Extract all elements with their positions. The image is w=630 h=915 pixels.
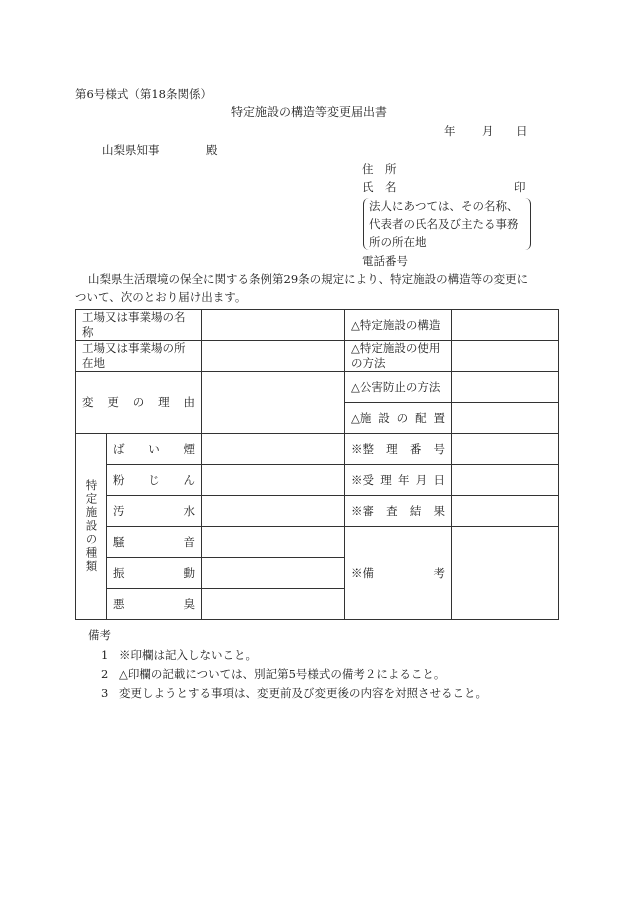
remark-text: 変更しようとする事項は、変更前及び変更後の内容を対照させること。	[119, 686, 487, 700]
facility-kind-header: 特定施設の種類	[76, 434, 107, 620]
kind-vibration: 振 動	[107, 558, 202, 589]
layout-field[interactable]	[452, 403, 559, 434]
kind-dust: 粉 じ ん	[107, 465, 202, 496]
layout-label: △施 設 の 配 置	[345, 403, 452, 434]
remarks-heading: 備考	[88, 628, 111, 642]
date-day: 日	[516, 124, 528, 138]
kind-sewage: 汚 水	[107, 496, 202, 527]
kind-smoke-field[interactable]	[202, 434, 345, 465]
remark-number: 1	[101, 648, 109, 662]
notification-table	[75, 309, 559, 620]
kind-dust-field[interactable]	[202, 465, 345, 496]
kind-noise: 騒 音	[107, 527, 202, 558]
date-month: 月	[482, 124, 494, 138]
kind-odor-field[interactable]	[202, 589, 345, 620]
form-number: 第6号様式（第18条関係）	[75, 87, 212, 101]
reason-label: 変 更 の 理 由	[76, 372, 202, 434]
received-label: ※受 理 年 月 日	[345, 465, 452, 496]
remark-number: 2	[101, 667, 109, 681]
remark-text: ※印欄は記入しないこと。	[119, 648, 257, 662]
kind-sewage-field[interactable]	[202, 496, 345, 527]
usage-field[interactable]	[452, 341, 559, 372]
address-label: 住 所	[362, 162, 397, 176]
addressee-name: 山梨県知事	[102, 143, 160, 157]
intro-text: 山梨県生活環境の保全に関する条例第29条の規定により、特定施設の構造等の変更に	[88, 272, 529, 286]
factory-name-field[interactable]	[202, 310, 345, 341]
structure-field[interactable]	[452, 310, 559, 341]
number-label: ※整 理 番 号	[345, 434, 452, 465]
corporate-note-line: 代表者の氏名及び主たる事務	[369, 217, 519, 231]
received-field[interactable]	[452, 465, 559, 496]
notes-label: ※備 考	[345, 527, 452, 620]
intro-text: ついて、次のとおり届け出ます。	[75, 290, 247, 304]
reason-field[interactable]	[202, 372, 345, 434]
page-title: 特定施設の構造等変更届出書	[231, 105, 388, 119]
kind-noise-field[interactable]	[202, 527, 345, 558]
kind-smoke: ば い 煙	[107, 434, 202, 465]
kind-odor: 悪 臭	[107, 589, 202, 620]
factory-location-field[interactable]	[202, 341, 345, 372]
review-label: ※審 査 結 果	[345, 496, 452, 527]
pollution-field[interactable]	[452, 372, 559, 403]
addressee-honorific: 殿	[206, 143, 218, 157]
factory-name-label: 工場又は事業場の名称	[76, 310, 202, 341]
structure-label: △特定施設の構造	[345, 310, 452, 341]
factory-location-label: 工場又は事業場の所在地	[76, 341, 202, 372]
notes-field[interactable]	[452, 527, 559, 620]
remark-number: 3	[101, 686, 109, 700]
corporate-note-line: 法人にあつては、その名称、	[369, 199, 519, 213]
number-field[interactable]	[452, 434, 559, 465]
kind-vibration-field[interactable]	[202, 558, 345, 589]
remark-text: △印欄の記載については、別記第5号様式の備考２によること。	[119, 667, 446, 681]
pollution-label: △公害防止の方法	[345, 372, 452, 403]
seal-mark: 印	[514, 180, 526, 194]
usage-label: △特定施設の使用の方法	[345, 341, 452, 372]
review-field[interactable]	[452, 496, 559, 527]
date-year: 年	[444, 124, 456, 138]
phone-label: 電話番号	[362, 254, 408, 268]
name-label: 氏 名	[362, 180, 397, 194]
corporate-note-line: 所の所在地	[369, 235, 427, 249]
